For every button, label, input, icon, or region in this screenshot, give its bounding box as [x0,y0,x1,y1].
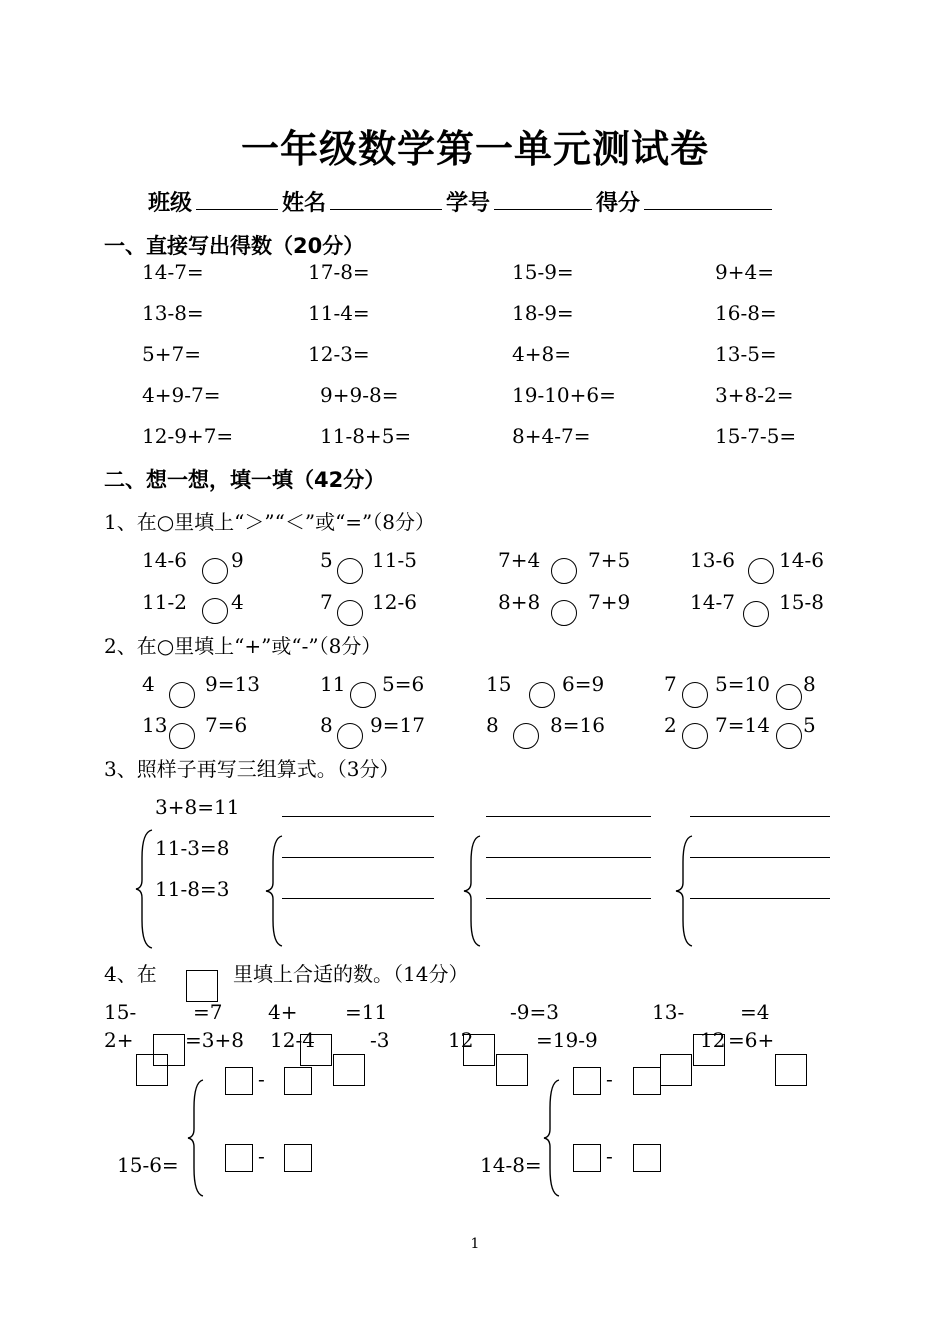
op-right: 8=16 [550,713,605,737]
answer-line[interactable] [690,816,830,817]
section1-heading: 一、直接写出得数（20分） [104,234,365,258]
compare-left: 5 [320,548,333,572]
answer-box[interactable] [284,1067,312,1095]
fill-text: 2+ [104,1028,134,1052]
answer-box[interactable] [225,1144,253,1172]
operator-circle[interactable] [682,723,708,749]
calc-item: 9+9-8= [320,383,399,407]
brace-icon [134,828,154,950]
answer-box[interactable] [573,1144,601,1172]
compare-right: 11-5 [372,548,417,572]
op-left: 2 [664,713,677,737]
op-right: 8 [803,672,816,696]
answer-box[interactable] [225,1067,253,1095]
compare-right: 7+9 [588,590,631,614]
op-left: 8 [320,713,333,737]
brace-icon [462,834,482,948]
q1-label: 1、在○里填上“＞”“＜”或“=”（8分） [104,510,436,534]
op-right: 9=17 [370,713,425,737]
answer-box[interactable] [775,1054,807,1086]
fill-text: =19-9 [536,1028,598,1052]
answer-line[interactable] [282,816,434,817]
q2-label: 2、在○里填上“+”或“-”（8分） [104,634,382,658]
compare-left: 7 [320,590,333,614]
compare-circle[interactable] [337,558,363,584]
fill-text: 12 [700,1028,726,1052]
operator-circle[interactable] [513,723,539,749]
fill-text: 15- [104,1000,137,1024]
op-left: 15 [486,672,512,696]
operator-circle[interactable] [776,723,802,749]
answer-line[interactable] [282,898,434,899]
compare-circle[interactable] [202,558,228,584]
brace-icon [264,834,284,948]
answer-box[interactable] [573,1067,601,1095]
q4-label-suffix: 里填上合适的数。（14分） [233,962,469,986]
name-label: 姓名 [282,191,327,216]
answer-box[interactable] [496,1054,528,1086]
answer-line[interactable] [282,857,434,858]
compare-right: 15-8 [779,590,824,614]
compare-circle[interactable] [551,600,577,626]
operator-circle[interactable] [682,682,708,708]
calc-item: 4+9-7= [142,383,221,407]
example-equation: 3+8=11 [155,795,240,819]
compare-circle[interactable] [337,600,363,626]
calc-item: 3+8-2= [715,383,794,407]
compare-right: 9 [231,548,244,572]
brace-icon [186,1078,206,1198]
calc-item: 4+8= [512,342,571,366]
fill-text: 12 [448,1028,474,1052]
score-field[interactable] [644,189,772,210]
calc-item: 5+7= [142,342,201,366]
op-right: 7=14 [715,713,770,737]
answer-line[interactable] [690,857,830,858]
compare-right: 7+5 [588,548,631,572]
compare-circle[interactable] [551,558,577,584]
answer-box[interactable] [186,970,218,1002]
answer-box[interactable] [633,1144,661,1172]
compare-right: 12-6 [372,590,417,614]
calc-item: 15-9= [512,260,574,284]
op-left: 4 [142,672,155,696]
fill-text: 4+ [268,1000,298,1024]
op-left: 7 [664,672,677,696]
brace-icon [674,834,694,948]
calc-item: 11-8+5= [320,424,412,448]
fill-text: =6+ [728,1028,775,1052]
operator-circle[interactable] [529,682,555,708]
section2-heading: 二、想一想，填一填（42分） [104,468,386,492]
number-label: 学号 [446,191,491,216]
fill-text: =7 [193,1000,223,1024]
op-right: 6=9 [562,672,605,696]
operator-circle[interactable] [169,723,195,749]
answer-line[interactable] [486,898,651,899]
answer-line[interactable] [486,816,651,817]
page-title: 一年级数学第一单元测试卷 [240,127,709,171]
name-field[interactable] [330,189,442,210]
op-left: 13 [142,713,168,737]
example-equation: 11-3=8 [155,836,230,860]
compare-left: 13-6 [690,548,735,572]
op-right: 5 [803,713,816,737]
class-field[interactable] [196,189,278,210]
fill-text: 12-4 [270,1028,315,1052]
q4-label-prefix: 4、在 [104,962,157,986]
op-right: 7=6 [205,713,248,737]
answer-box[interactable] [284,1144,312,1172]
calc-item: 17-8= [308,260,370,284]
student-info-line [148,186,776,217]
minus-sign: - [258,1144,265,1168]
answer-box[interactable] [660,1054,692,1086]
page-number: 1 [470,1236,480,1252]
fill-text: =4 [740,1000,770,1024]
operator-circle[interactable] [350,682,376,708]
answer-box[interactable] [300,1034,332,1066]
compare-right: 4 [231,590,244,614]
minus-sign: - [258,1067,265,1091]
answer-box[interactable] [333,1054,365,1086]
answer-box[interactable] [136,1054,168,1086]
calc-item: 18-9= [512,301,574,325]
fill-text: -9=3 [510,1000,559,1024]
op-right: 5=10 [715,672,770,696]
fill-text: -3 [370,1028,390,1052]
compare-left: 8+8 [498,590,541,614]
q3-label: 3、照样子再写三组算式。（3分） [104,757,400,781]
compare-right: 14-6 [779,548,824,572]
fill-text: =3+8 [185,1028,244,1052]
answer-box[interactable] [633,1067,661,1095]
calc-item: 12-9+7= [142,424,234,448]
compare-circle[interactable] [748,558,774,584]
calc-item: 13-5= [715,342,777,366]
op-left: 8 [486,713,499,737]
compare-left: 14-7 [690,590,735,614]
calc-item: 16-8= [715,301,777,325]
operator-circle[interactable] [337,723,363,749]
answer-box[interactable] [693,1034,725,1066]
op-left: 11 [320,672,346,696]
calc-item: 12-3= [308,342,370,366]
calc-item: 8+4-7= [512,424,591,448]
compare-circle[interactable] [743,601,769,627]
decompose-equation: 15-6= [117,1153,179,1177]
brace-icon [542,1078,562,1198]
answer-box[interactable] [463,1034,495,1066]
minus-sign: - [606,1144,613,1168]
compare-circle[interactable] [202,598,228,624]
calc-item: 19-10+6= [512,383,616,407]
compare-left: 7+4 [498,548,541,572]
score-label: 得分 [596,191,641,216]
compare-left: 14-6 [142,548,187,572]
answer-line[interactable] [486,857,651,858]
calc-item: 15-7-5= [715,424,797,448]
fill-text: 13- [652,1000,685,1024]
calc-item: 11-4= [308,301,370,325]
minus-sign: - [606,1067,613,1091]
decompose-equation: 14-8= [480,1153,542,1177]
calc-item: 13-8= [142,301,204,325]
op-right: 9=13 [205,672,260,696]
operator-circle[interactable] [776,684,802,710]
op-right: 5=6 [382,672,425,696]
operator-circle[interactable] [169,682,195,708]
fill-text: =11 [345,1000,388,1024]
calc-item: 9+4= [715,260,774,284]
calc-item: 14-7= [142,260,204,284]
example-equation: 11-8=3 [155,877,230,901]
compare-left: 11-2 [142,590,187,614]
class-label: 班级 [148,191,193,216]
number-field[interactable] [494,189,592,210]
answer-line[interactable] [690,898,830,899]
